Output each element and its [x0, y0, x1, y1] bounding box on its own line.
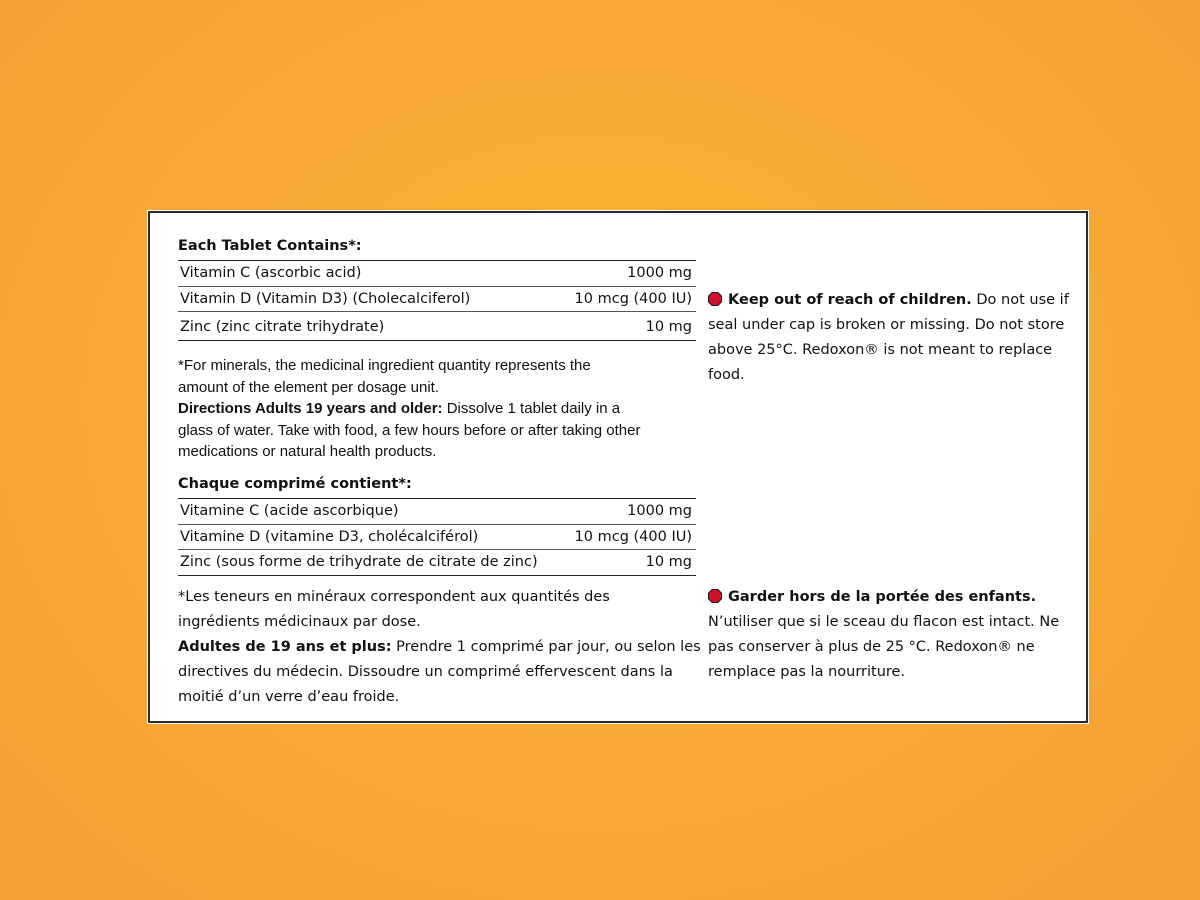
- french-footnote-line: ingrédients médicinaux par dose.: [178, 614, 421, 630]
- ingredient-amount: 1000 mg: [627, 265, 692, 281]
- english-footnote-line: amount of the element per dosage unit.: [178, 378, 440, 396]
- french-directions-label: Adultes de 19 ans et plus:: [178, 639, 392, 655]
- english-warning: [708, 288, 1078, 388]
- table-row: [178, 499, 696, 525]
- ingredient-name: Zinc (sous forme de trihydrate de citrate de zinc): [180, 554, 538, 570]
- ingredient-name: Vitamine D (vitamine D3, cholécalciférol): [180, 528, 479, 545]
- ingredient-amount: 10 mg: [645, 554, 692, 570]
- table-row: [178, 550, 696, 576]
- french-notes: [178, 585, 701, 710]
- french-directions-line: [178, 635, 701, 660]
- french-directions-line: directives du médecin. Dissoudre un comprimé effervescent dans la: [178, 664, 673, 680]
- english-notes: [178, 355, 640, 463]
- table-row: [178, 312, 696, 341]
- ingredient-name: Vitamine C (acide ascorbique): [180, 503, 399, 519]
- english-ingredient-table: [178, 260, 696, 341]
- english-directions-line: medications or natural health products.: [178, 443, 437, 460]
- stop-sign-icon: [708, 292, 722, 306]
- french-table-heading: Chaque comprimé contient*:: [178, 476, 412, 492]
- english-table-heading: Each Tablet Contains*:: [178, 238, 362, 254]
- ingredient-name: Zinc (zinc citrate trihydrate): [180, 319, 385, 335]
- french-directions-text: Prendre 1 comprimé par jour, ou selon les: [391, 639, 701, 655]
- english-directions-line: glass of water. Take with food, a few hours before or after taking other: [178, 421, 641, 439]
- english-footnote-line: *For minerals, the medicinal ingredient quantity represents the: [178, 357, 591, 374]
- stop-sign-icon: [708, 589, 722, 603]
- french-directions-line: moitié d’un verre d’eau froide.: [178, 689, 400, 705]
- ingredient-name: Vitamin C (ascorbic acid): [180, 265, 362, 281]
- english-directions-label: Directions Adults 19 years and older:: [178, 400, 443, 417]
- french-warning-line: N’utiliser que si le sceau du flacon est intact. Ne: [708, 614, 1060, 630]
- french-warning-line: remplace pas la nourriture.: [708, 664, 906, 680]
- table-row: [178, 525, 696, 551]
- ingredient-amount: 10 mcg (400 IU): [574, 290, 692, 307]
- english-warning-text: Do not use if: [971, 292, 1069, 308]
- english-warning-title: Keep out of reach of children.: [728, 292, 972, 308]
- french-warning: [708, 585, 1078, 685]
- french-footnote-line: *Les teneurs en minéraux correspondent aux quantités des: [178, 589, 610, 605]
- english-warning-line: food.: [708, 367, 745, 383]
- french-warning-title: Garder hors de la portée des enfants.: [728, 589, 1037, 605]
- french-ingredient-table: [178, 498, 696, 576]
- ingredient-amount: 1000 mg: [627, 503, 692, 519]
- table-row: [178, 287, 696, 313]
- ingredient-name: Vitamin D (Vitamin D3) (Cholecalciferol): [180, 290, 471, 307]
- supplement-facts-label: [148, 211, 1088, 723]
- english-warning-line: above 25°C. Redoxon® is not meant to replace: [708, 342, 1053, 358]
- english-warning-line: seal under cap is broken or missing. Do not store: [708, 317, 1065, 333]
- ingredient-amount: 10 mcg (400 IU): [574, 528, 692, 545]
- english-directions-line: [178, 398, 640, 420]
- english-directions-text: Dissolve 1 tablet daily in a: [442, 400, 621, 417]
- ingredient-amount: 10 mg: [645, 319, 692, 335]
- french-warning-line: pas conserver à plus de 25 °C. Redoxon® ne: [708, 639, 1035, 655]
- table-row: [178, 261, 696, 287]
